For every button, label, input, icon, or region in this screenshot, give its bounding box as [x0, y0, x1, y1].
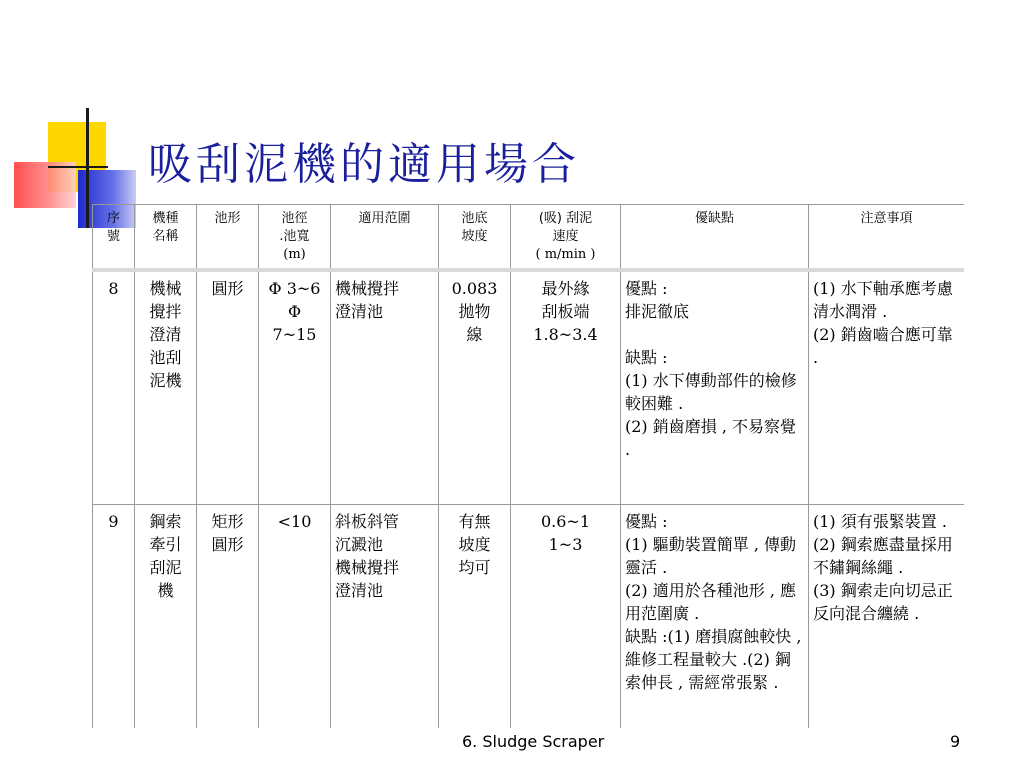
header-cell-speed: (吸) 刮泥 速度 ( m/min ): [511, 205, 621, 272]
decor-vertical-line: [86, 108, 89, 228]
slide-title: 吸刮泥機的適用場合: [148, 139, 580, 190]
header-cell-diameter: 池徑 .池寬 (m): [259, 205, 331, 272]
cell-notes: (1) 須有張緊裝置 . (2) 鋼索應盡量採用不鏽鋼絲繩 . (3) 鋼索走向切忌正反向混合纏繞 .: [809, 505, 965, 729]
decor-red-square: [14, 162, 76, 208]
header-cell-number: 序 號: [93, 205, 135, 272]
cell-model: 機械 攪拌 澄清 池刮 泥機: [135, 272, 197, 505]
header-cell-notes: 注意事項: [809, 205, 965, 272]
header-cell-model: 機種 名稱: [135, 205, 197, 272]
cell-pros-cons: 優點 : 排泥徹底 缺點 : (1) 水下傳動部件的檢修較困難 . (2) 銷齒磨損 , 不易察覺 .: [621, 272, 809, 505]
cell-shape: 圓形: [197, 272, 259, 505]
header-cell-application: 適用范圍: [331, 205, 439, 272]
cell-pros-cons: 優點 : (1) 驅動裝置簡單 , 傳動靈活 . (2) 適用於各種池形 , 應用范圍廣 . 缺點 :(1) 磨損腐蝕較快 , 維修工程量較大 .(2) 鋼索伸長 , 需經常張緊 .: [621, 505, 809, 729]
cell-diameter: Φ 3~6 Φ 7~15: [259, 272, 331, 505]
cell-diameter: <10: [259, 505, 331, 729]
cell-application: 斜板斜管 沉澱池 機械攪拌 澄清池: [331, 505, 439, 729]
page-number: 9: [950, 732, 961, 751]
header-cell-shape: 池形: [197, 205, 259, 272]
cell-slope: 有無 坡度 均可: [439, 505, 511, 729]
cell-slope: 0.083 拋物 線: [439, 272, 511, 505]
cell-number: 9: [93, 505, 135, 729]
header-cell-pros-cons: 優缺點: [621, 205, 809, 272]
equipment-table-container: [92, 204, 964, 728]
table-row: [93, 505, 965, 729]
header-cell-slope: 池底 坡度: [439, 205, 511, 272]
cell-application: 機械攪拌 澄清池: [331, 272, 439, 505]
slide-footer: 6. Sludge Scraper: [462, 732, 605, 751]
cell-notes: (1) 水下軸承應考慮清水潤滑 . (2) 銷齒嚙合應可靠 .: [809, 272, 965, 505]
equipment-table: [92, 204, 964, 728]
table-header-row: [93, 205, 965, 272]
cell-speed: 最外緣 刮板端 1.8~3.4: [511, 272, 621, 505]
cell-speed: 0.6~1 1~3: [511, 505, 621, 729]
cell-shape: 矩形 圓形: [197, 505, 259, 729]
table-row: [93, 272, 965, 505]
decor-horizontal-line: [48, 166, 108, 168]
header-separator: [92, 268, 964, 272]
cell-number: 8: [93, 272, 135, 505]
cell-model: 鋼索 牽引 刮泥 機: [135, 505, 197, 729]
